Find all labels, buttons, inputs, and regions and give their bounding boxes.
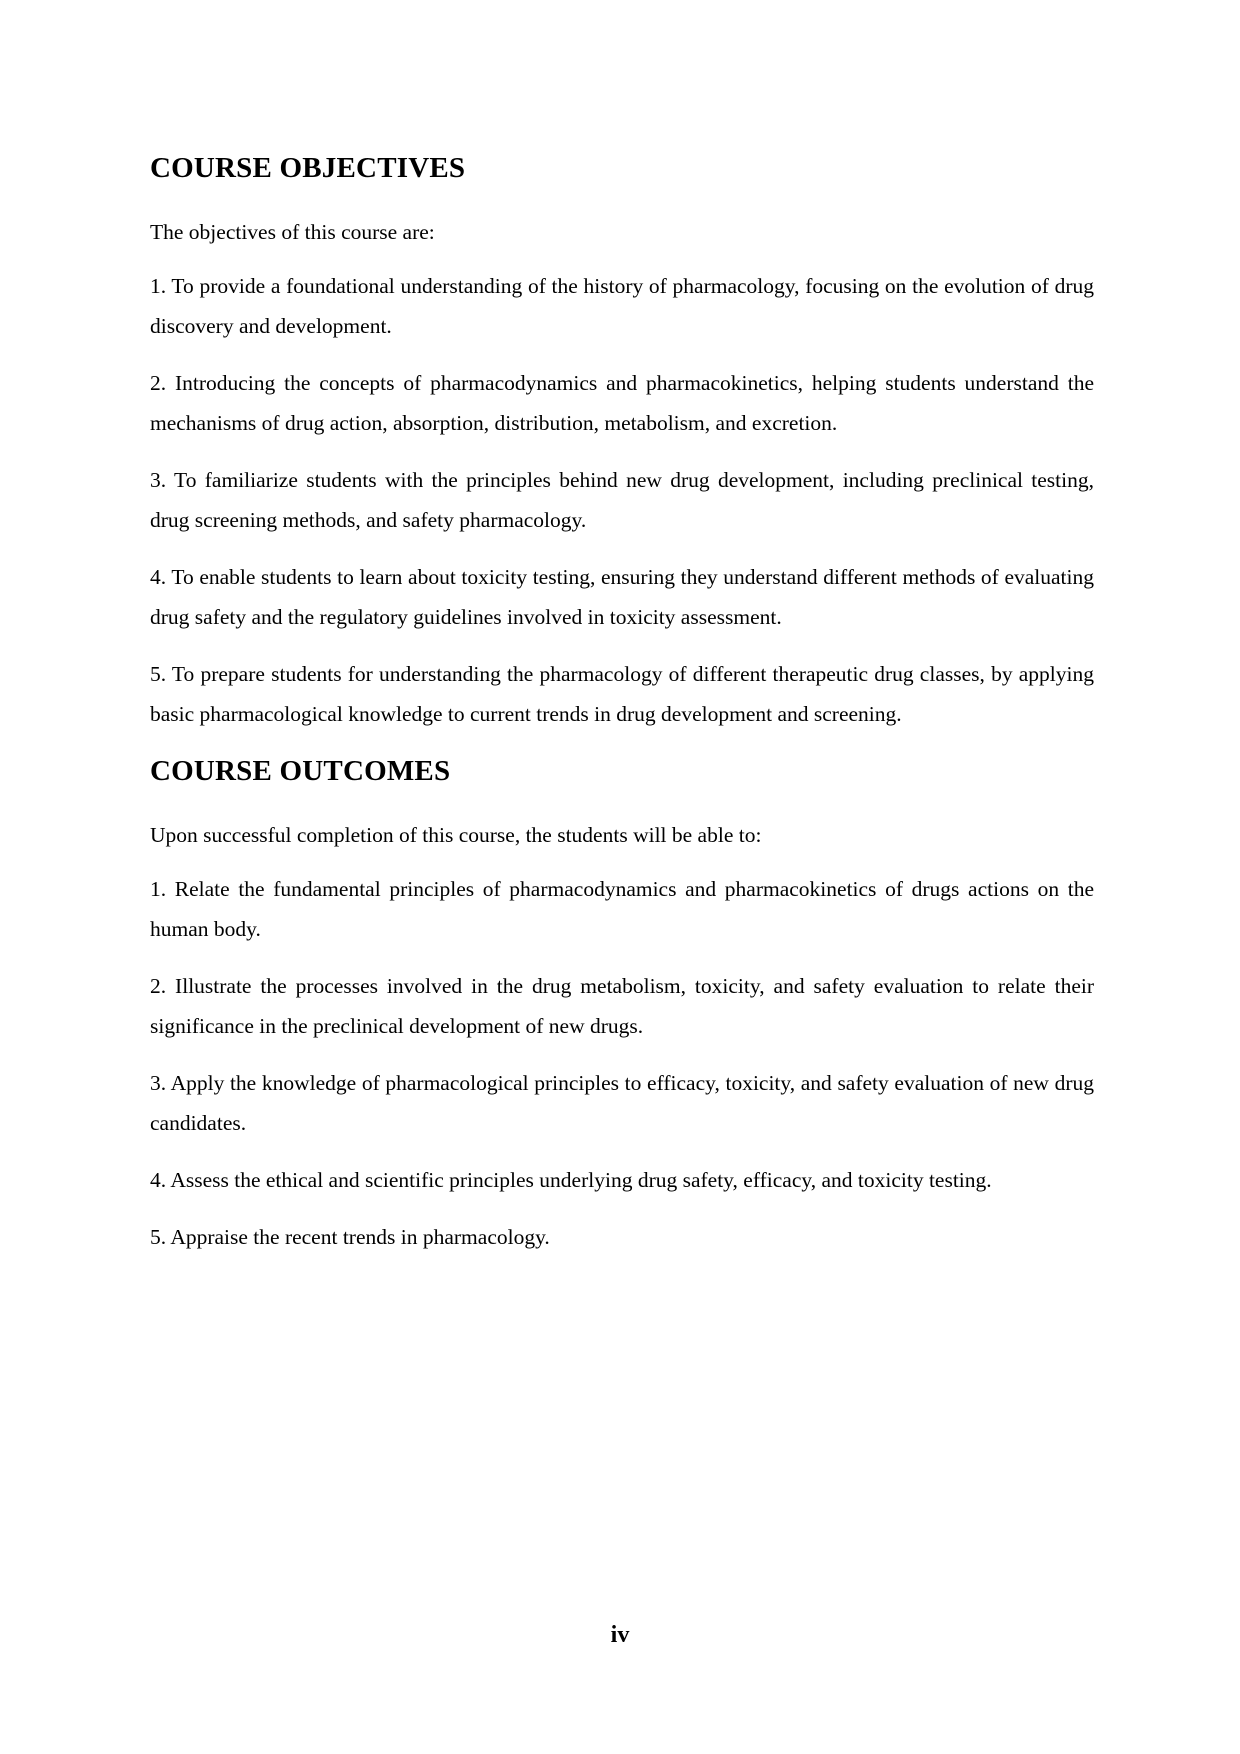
objective-item-4: 4. To enable students to learn about toxicity testing, ensuring they understand different methods of evaluating drug safety and the regulatory guidelines involved in toxicity assessment. — [150, 565, 1094, 629]
outcome-item-4: 4. Assess the ethical and scientific principles underlying drug safety, efficacy, and toxicity testing. — [150, 1168, 992, 1192]
objectives-intro: The objectives of this course are: — [150, 220, 435, 244]
objective-item-2: 2. Introducing the concepts of pharmacodynamics and pharmacokinetics, helping students understand the mechanisms of drug action, absorption, distribution, metabolism, and excretion. — [150, 371, 1094, 435]
outcome-item-5: 5. Appraise the recent trends in pharmacology. — [150, 1225, 550, 1249]
course-outcomes-section — [150, 751, 1094, 1257]
page-content — [150, 148, 1094, 1274]
course-objectives-heading: COURSE OBJECTIVES — [150, 152, 466, 184]
objective-item-1: 1. To provide a foundational understanding of the history of pharmacology, focusing on the evolution of drug discovery and development. — [150, 274, 1094, 338]
objective-item-5: 5. To prepare students for understanding the pharmacology of different therapeutic drug classes, by applying basic pharmacological knowledge to current trends in drug development and screening. — [150, 662, 1094, 726]
course-outcomes-heading: COURSE OUTCOMES — [150, 755, 451, 787]
outcome-item-3: 3. Apply the knowledge of pharmacological principles to efficacy, toxicity, and safety evaluation of new drug candidates. — [150, 1071, 1094, 1135]
course-objectives-section — [150, 148, 1094, 734]
objective-item-3: 3. To familiarize students with the principles behind new drug development, including preclinical testing, drug screening methods, and safety pharmacology. — [150, 468, 1094, 532]
outcome-item-2: 2. Illustrate the processes involved in the drug metabolism, toxicity, and safety evaluation to relate their significance in the preclinical development of new drugs. — [150, 974, 1094, 1038]
outcome-item-1: 1. Relate the fundamental principles of pharmacodynamics and pharmacokinetics of drugs actions on the human body. — [150, 877, 1094, 941]
page-number: iv — [610, 1622, 630, 1648]
outcomes-intro: Upon successful completion of this course, the students will be able to: — [150, 823, 762, 847]
